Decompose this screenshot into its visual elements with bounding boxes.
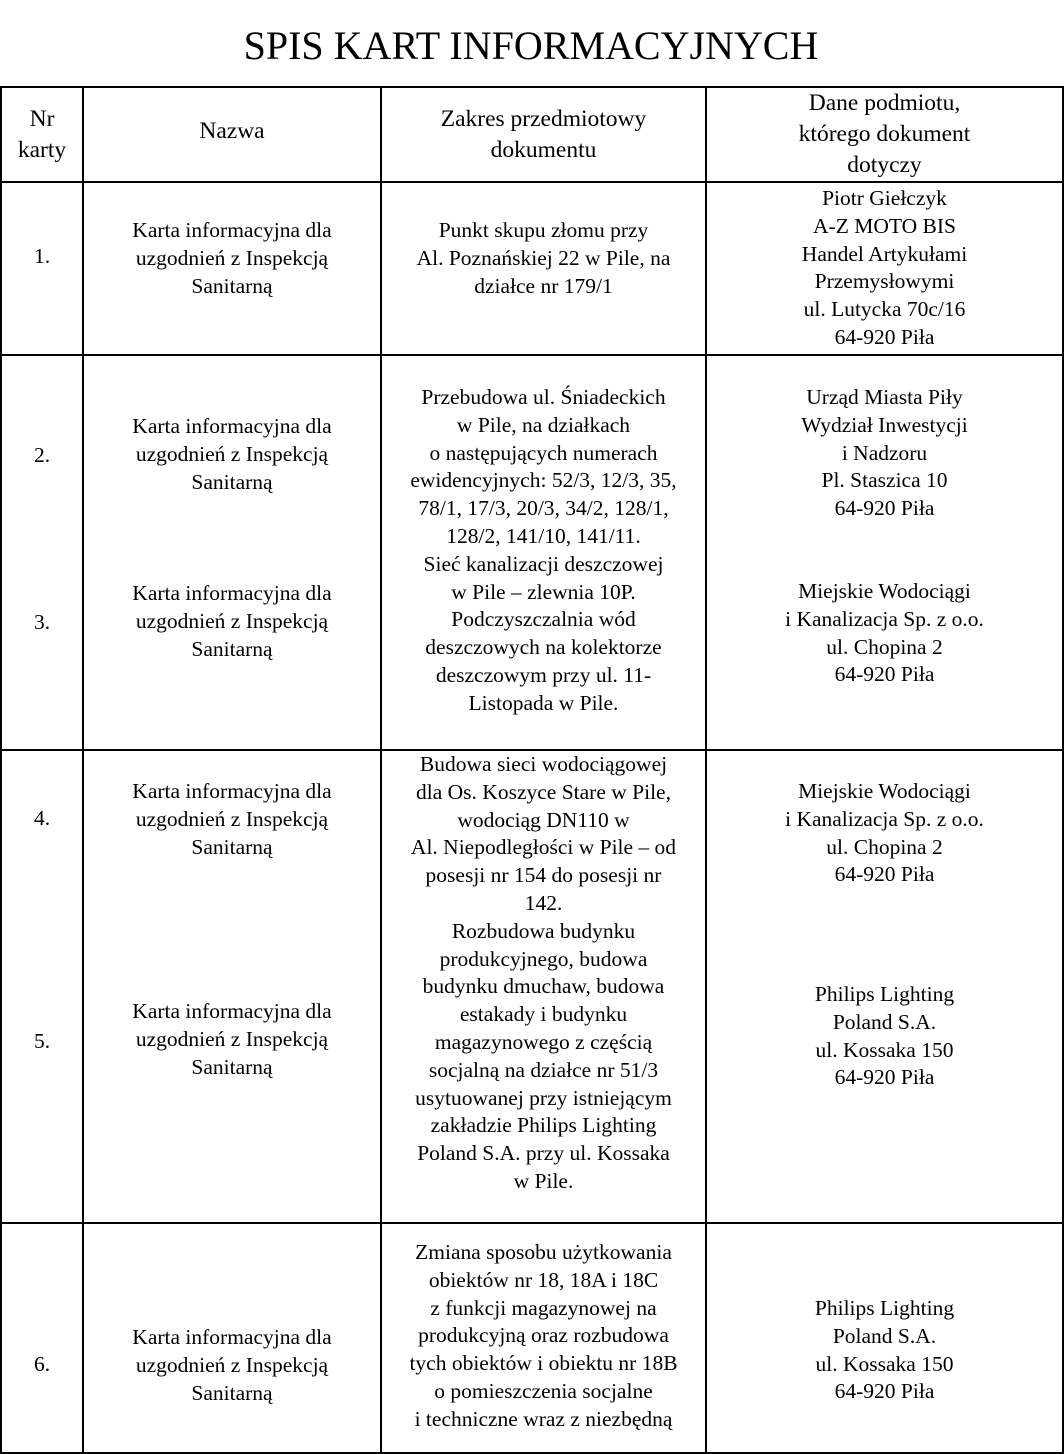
entity-stack [706,750,1063,1223]
card-name [83,182,381,355]
header-nazwa [83,87,381,182]
scope-line: produkcyjnego, budowa [439,946,648,971]
entity-line: Philips Lighting [814,982,955,1006]
scope-line: usytuowanej przy istniejącym [415,1085,672,1110]
scope-line: deszczowych na kolektorze [425,635,662,660]
card-name-line: Sanitarną [191,273,273,298]
scope-line: Al. Niepodległości w Pile – od [410,835,677,860]
card-name-line: uzgodnień z Inspekcją [135,1026,329,1051]
card-name-line: uzgodnień z Inspekcją [135,806,329,831]
scope-line: budynku dmuchaw, budowa [422,974,665,999]
card-name-stack [83,355,381,750]
scope-line: zakładzie Philips Lighting [430,1113,657,1138]
scope-line: Sieć kanalizacji deszczowej [423,551,664,576]
scope-line: Punkt skupu złomu przy [438,218,649,242]
entity-line: 64-920 Piła [834,862,935,887]
header-dane-line: którego dokument [798,121,971,147]
scope-line: socjalną na działce nr 51/3 [428,1057,659,1082]
scope-line: i techniczne wraz z niezbędną [414,1406,673,1431]
card-name [84,580,380,663]
entity-line: ul. Kossaka 150 [815,1037,954,1062]
header-zakres [381,87,706,182]
entity-cell [707,578,1062,689]
scope-cell [381,182,706,355]
scope-line: estakady i budynku [459,1002,628,1027]
entity-line: Handel Artykułami [801,241,968,266]
scope-line: o pomieszczenia socjalne [434,1378,653,1403]
card-name-line: Karta informacyjna dla [132,779,332,803]
header-nr-line: Nr [29,105,55,132]
card-name-line: Karta informacyjna dla [132,581,332,605]
entity-line: Wydział Inwestycji [801,412,968,437]
entity-cell [707,981,1062,1092]
entity-line: Przemysłowymi [814,269,955,294]
card-name-line: Karta informacyjna dla [132,999,332,1023]
card-name-line: Sanitarną [191,1380,273,1405]
scope-line: Budowa sieci wodociągowej [419,752,668,776]
scope-line: magazynowego z częścią [434,1029,653,1054]
row-number: 3. [33,610,51,634]
card-name [83,1223,381,1453]
scope-line: Rozbudowa budynku [451,918,636,943]
scope-line: produkcyjną oraz rozbudowa [418,1323,669,1348]
scope-line: wodociąg DN110 w [457,807,630,832]
entity-line: i Nadzoru [841,440,928,465]
entity-line: A-Z MOTO BIS [813,213,956,238]
card-name-stack [83,750,381,1223]
entity-line: Poland S.A. [832,1323,937,1348]
scope-line: Podczyszczalnia wód [451,607,636,632]
header-dane-line: dotyczy [847,152,922,178]
header-zakres-line: dokumentu [490,136,597,163]
entity-line: ul. Chopina 2 [826,634,943,659]
entity-line: 64-920 Piła [834,1065,935,1090]
entity-line: i Kanalizacja Sp. z o.o. [785,806,984,831]
entity-line: Urząd Miasta Piły [806,385,963,409]
entity-line: 64-920 Piła [834,324,935,349]
scope-line: w Pile. [513,1168,574,1193]
scope-line: działce nr 179/1 [474,273,613,298]
cards-table [0,86,1064,1454]
entity-cell [707,384,1062,523]
scope-line: w Pile – zlewnia 10P. [451,579,636,604]
card-name-line: uzgodnień z Inspekcją [135,1352,329,1377]
scope-line: w Pile, na działkach [456,412,631,437]
row-number: 2. [33,443,51,467]
scope-stack [381,355,706,750]
scope-cell [382,751,705,1196]
entity-line: ul. Lutycka 70c/16 [803,297,966,322]
card-name-line: Sanitarną [191,469,273,494]
row-number-stack [1,750,83,1223]
scope-stack [381,750,706,1223]
table-row [1,1223,1063,1453]
scope-line: z funkcji magazynowej na [430,1295,657,1320]
header-dane-line: Dane podmiotu, [808,90,961,116]
row-number: 4. [33,806,51,830]
scope-line: 78/1, 17/3, 20/3, 34/2, 128/1, [418,496,669,521]
card-name-line: Sanitarną [191,1054,273,1079]
page-title: SPIS KART INFORMACYJNYCH [243,22,819,68]
entity-line: Philips Lighting [814,1296,955,1320]
table-header-row [1,87,1063,182]
scope-line: ewidencyjnych: 52/3, 12/3, 35, [410,468,677,493]
card-name [84,778,380,861]
scope-line: Zmiana sposobu użytkowania [415,1240,672,1264]
header-nazwa-line: Nazwa [199,118,265,144]
scope-line: obiektów nr 18, 18A i 18C [428,1267,659,1292]
card-name [84,413,380,496]
card-name-line: Karta informacyjna dla [132,1325,332,1349]
scope-cell [381,1223,706,1453]
entity-line: ul. Kossaka 150 [815,1351,954,1376]
card-name-line: Sanitarną [191,834,273,859]
scope-line: 142. [524,890,563,915]
header-nr-line: karty [17,136,67,163]
entity-line: Piotr Giełczyk [822,186,947,210]
scope-line: deszczowym przy ul. 11- [435,662,652,687]
entity-line: 64-920 Piła [834,662,935,687]
row-number: 5. [33,1029,51,1053]
entity-line: Poland S.A. [832,1009,937,1034]
header-zakres-line: Zakres przedmiotowy [440,105,647,132]
scope-line: dla Os. Koszyce Stare w Pile, [416,779,671,804]
entity-line: 64-920 Piła [834,496,935,521]
card-name-line: uzgodnień z Inspekcją [135,245,329,270]
scope-line: Przebudowa ul. Śniadeckich [421,385,666,409]
row-number: 1. [1,182,83,355]
entity-line: ul. Chopina 2 [826,834,943,859]
entity-line: Pl. Staszica 10 [821,468,948,493]
entity-line: Miejskie Wodociągi [798,579,971,603]
entity-line: Miejskie Wodociągi [798,779,971,803]
entity-cell [707,778,1062,889]
scope-line: Listopada w Pile. [468,690,619,715]
table-row [1,355,1063,750]
entity-cell [706,182,1063,355]
card-name-line: uzgodnień z Inspekcją [135,608,329,633]
row-number: 6. [1,1223,83,1453]
entity-stack [706,355,1063,750]
card-name-line: Sanitarną [191,636,273,661]
scope-line: o następujących numerach [429,440,658,465]
scope-line: Poland S.A. przy ul. Kossaka [417,1141,670,1166]
entity-line: i Kanalizacja Sp. z o.o. [785,606,984,631]
scope-line: 128/2, 141/10, 141/11. [446,523,641,548]
scope-line: posesji nr 154 do posesji nr [425,863,662,888]
card-name-line: Karta informacyjna dla [132,414,332,438]
header-nr [1,87,83,182]
table-row [1,750,1063,1223]
row-number-stack [1,355,83,750]
scope-cell [382,384,705,718]
header-dane [706,87,1063,182]
entity-line: 64-920 Piła [834,1379,935,1404]
scope-line: tych obiektów i obiektu nr 18B [409,1351,678,1376]
table-row [1,182,1063,355]
card-name [84,998,380,1081]
entity-cell [706,1223,1063,1453]
scope-line: Al. Poznańskiej 22 w Pile, na [416,245,671,270]
card-name-line: uzgodnień z Inspekcją [135,441,329,466]
card-name-line: Karta informacyjna dla [132,218,332,242]
